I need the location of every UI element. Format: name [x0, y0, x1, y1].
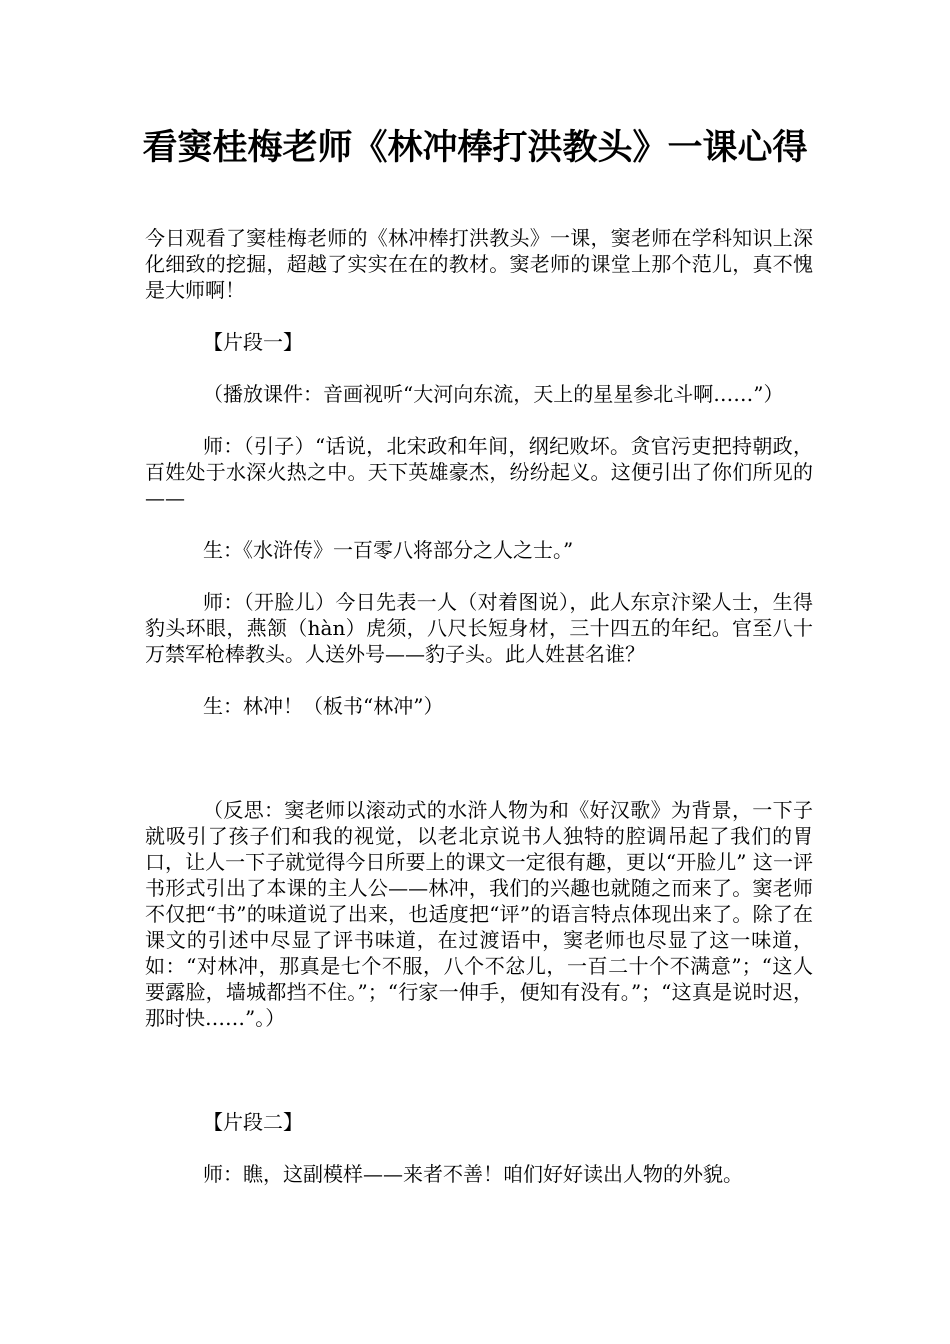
paragraph-spacer: [145, 355, 813, 381]
paragraph-spacer: [145, 667, 813, 693]
student-line-paragraph: 生：林冲！（板书“林冲”）: [203, 694, 444, 718]
student-line-paragraph: 生：《水浒传》一百零八将部分之人之士。”: [203, 538, 574, 562]
teacher-line-paragraph: 师：瞧，这副模样——来者不善！咱们好好读出人物的外貌。: [203, 1162, 743, 1186]
teacher-line-paragraph: 师：（引子）“话说，北宋政和年间，纲纪败坏。贪官污吏把持朝政，百姓处于水深火热之中。天下英雄豪杰，纷纷起义。这便引出了你们所见的——: [145, 434, 813, 510]
document-title: 看窦桂梅老师《林冲棒打洪教头》一课心得: [142, 127, 808, 168]
paragraph-spacer: [145, 719, 813, 797]
paragraph-spacer: [145, 407, 813, 433]
intro-paragraph: 今日观看了窦桂梅老师的《林冲棒打洪教头》一课，窦老师在学科知识上深化细致的挖掘，超越了实实在在的教材。窦老师的课堂上那个范儿，真不愧是大师啊！: [145, 226, 813, 302]
paragraph-spacer: [145, 511, 813, 537]
section-heading-1: 【片段一】: [203, 330, 303, 354]
document-body: [145, 225, 813, 1187]
paragraph-spacer: [145, 563, 813, 589]
paragraph-spacer: [145, 303, 813, 329]
teacher-line-paragraph: 师：（开脸儿）今日先表一人（对着图说），此人东京汴梁人士，生得豹头环眼，燕颔（hàn）虎须，八尺长短身材，三十四五的年纪。官至八十万禁军枪棒教头。人送外号——豹子头。此人姓甚名谁？: [145, 590, 813, 666]
stage-direction-paragraph: （播放课件：音画视听“大河向东流，天上的星星参北斗啊……”）: [203, 382, 784, 406]
section-heading-2: 【片段二】: [203, 1110, 303, 1134]
paragraph-spacer: [145, 1135, 813, 1161]
reflection-paragraph: （反思：窦老师以滚动式的水浒人物为和《好汉歌》为背景，一下子就吸引了孩子们和我的视觉，以老北京说书人独特的腔调吊起了我们的胃口，让人一下子就觉得今日所要上的课文一定很有趣，更以“开脸儿” 这一评书形式引出了本课的主人公——林冲，我们的兴趣也就随之而来了。窦老师不仅把“书”的味道说了出来，也适度把“评”的语言特点体现出来了。除了在课文的引述中尽显了评书味道，在过渡语中，窦老师也尽显了这一味道，如：“对林冲，那真是七个不服，八个不忿儿，一百二十个不满意”；“这人要露脸，墙城都挡不住。”；“行家一伸手，便知有没有。”；“这真是说时迟，那时快……”。）: [145, 798, 813, 1030]
paragraph-spacer: [145, 1031, 813, 1109]
